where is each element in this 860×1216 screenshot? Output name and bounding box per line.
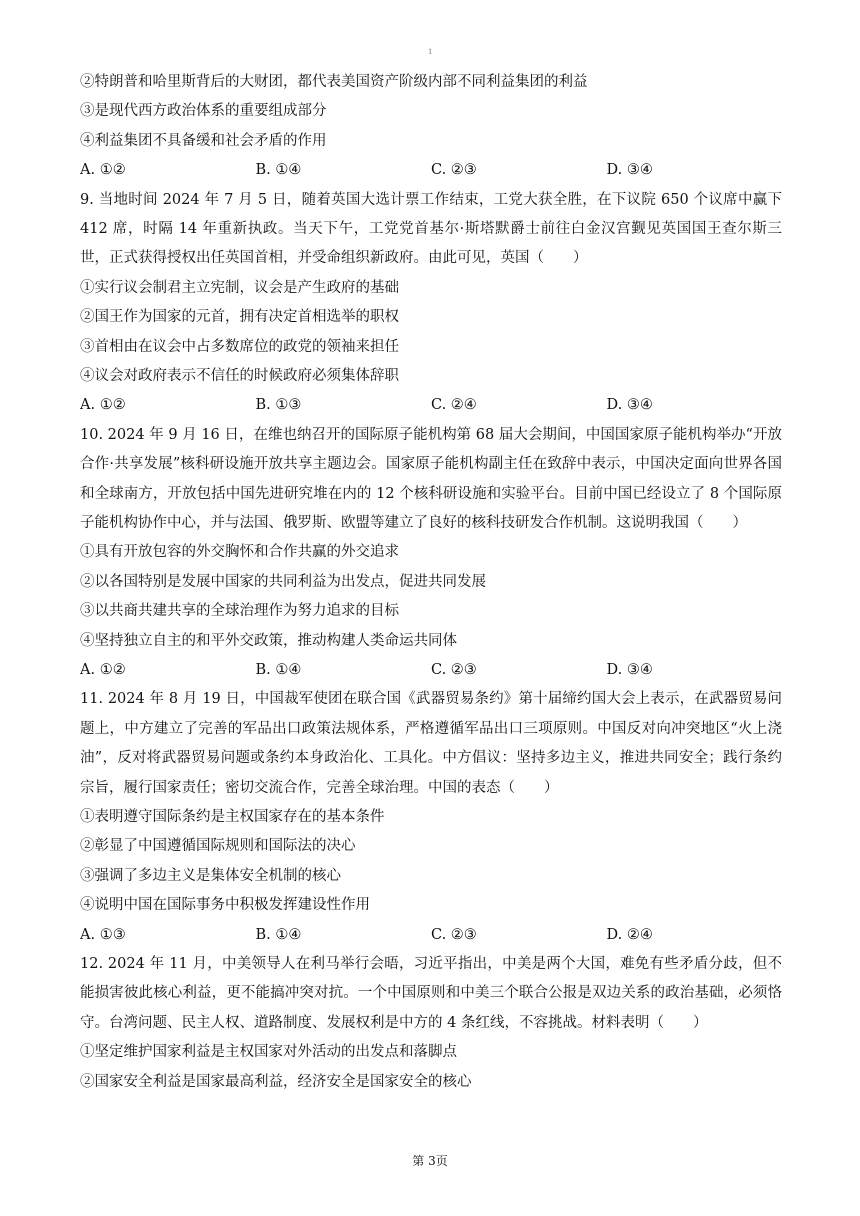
option-c: C. ②③ [431, 661, 477, 678]
q10-options [80, 656, 782, 685]
question-10 [80, 421, 782, 686]
q9-item: ①实行议会制君主立宪制，议会是产生政府的基础 [80, 279, 399, 296]
option-a: A. ①③ [80, 926, 126, 943]
q11-item: ③强调了多边主义是集体安全机制的核心 [80, 867, 341, 884]
option-a: A. ①② [80, 162, 126, 179]
q10-item: ③以共商共建共享的全球治理作为努力追求的目标 [80, 603, 399, 620]
option-d: D. ③④ [606, 397, 653, 414]
question-8-tail [80, 68, 782, 186]
q9-item: ④议会对政府表示不信任的时候政府必须集体辞职 [80, 367, 399, 384]
q11-options [80, 921, 782, 950]
question-9 [80, 186, 782, 421]
option-c: C. ②③ [431, 926, 477, 943]
q9-item: ③首相由在议会中占多数席位的政党的领袖来担任 [80, 338, 399, 355]
option-b: B. ①④ [255, 926, 302, 943]
q8-options [80, 156, 782, 185]
page-content [80, 68, 782, 1097]
q8-item: ②特朗普和哈里斯背后的大财团，都代表美国资产阶级内部不同利益集团的利益 [80, 74, 588, 90]
q8-item: ④利益集团不具备缓和社会矛盾的作用 [80, 132, 327, 149]
option-d: D. ③④ [606, 661, 653, 678]
q10-item: ④坚持独立自主的和平外交政策，推动构建人类命运共同体 [80, 632, 457, 649]
q9-item: ②国王作为国家的元首，拥有决定首相选举的职权 [80, 309, 399, 326]
q12-stem: 12. 2024 年 11 月，中美领导人在利马举行会晤，习近平指出，中美是两个大国，难免有些矛盾分歧，但不能损害彼此核心利益，更不能搞冲突对抗。一个中国原则和中美三个联合公报是双边关系的政治基础，必须恪守。台湾问题、民主人权、道路制度、发展权利是中方的 4 条红线，不容挑战。材料表明（ ） [80, 955, 782, 1031]
question-11 [80, 685, 782, 950]
q11-item: ④说明中国在国际事务中积极发挥建设性作用 [80, 897, 370, 914]
option-b: B. ①④ [255, 162, 302, 179]
q9-options [80, 391, 782, 420]
question-12 [80, 950, 782, 1097]
q12-item: ①坚定维护国家利益是主权国家对外活动的出发点和落脚点 [80, 1044, 457, 1061]
option-c: C. ②③ [431, 162, 477, 179]
q9-stem: 9. 当地时间 2024 年 7 月 5 日，随着英国大选计票工作结束，工党大获全胜，在下议院 650 个议席中赢下 412 席，时隔 14 年重新执政。当天下午，工党党首基尔·斯塔默爵士前往白金汉宫觐见英国国王查尔斯三世，正式获得授权出任英国首相，并受命组织新政府。由此可见，英国（ ） [80, 191, 782, 267]
q11-stem: 11. 2024 年 8 月 19 日，中国裁军使团在联合国《武器贸易条约》第十届缔约国大会上表示，在武器贸易问题上，中方建立了完善的军品出口政策法规体系，严格遵循军品出口三项原则。中国反对向冲突地区“火上浇油”，反对将武器贸易问题或条约本身政治化、工具化。中方倡议：坚持多边主义，推进共同安全；践行条约宗旨，履行国家责任；密切交流合作，完善全球治理。中国的表态（ ） [80, 691, 782, 796]
page-number: 第 3页 [412, 1154, 448, 1168]
q10-item: ②以各国特别是发展中国家的共同利益为出发点，促进共同发展 [80, 573, 486, 590]
header-mark: 1 [428, 48, 433, 56]
option-d: D. ②④ [606, 926, 653, 943]
option-d: D. ③④ [606, 162, 653, 179]
option-b: B. ①④ [255, 661, 302, 678]
option-c: C. ②④ [431, 397, 477, 414]
q10-stem: 10. 2024 年 9 月 16 日，在维也纳召开的国际原子能机构第 68 届大会期间，中国国家原子能机构举办“开放合作·共享发展”核科研设施开放共享主题边会。国家原子能机构副主任在致辞中表示，中国决定面向世界各国和全球南方，开放包括中国先进研究堆在内的 12 个核科研设施和实验平台。目前中国已经设立了 8 个国际原子能机构协作中心，并与法国、俄罗斯、欧盟等建立了良好的核科技研发合作机制。这说明我国（ ） [80, 426, 782, 531]
option-a: A. ①② [80, 661, 126, 678]
q10-item: ①具有开放包容的外交胸怀和合作共赢的外交追求 [80, 544, 399, 561]
q12-item: ②国家安全利益是国家最高利益，经济安全是国家安全的核心 [80, 1073, 472, 1090]
q8-item: ③是现代西方政治体系的重要组成部分 [80, 103, 327, 120]
option-a: A. ①② [80, 397, 126, 414]
q11-item: ①表明遵守国际条约是主权国家存在的基本条件 [80, 808, 385, 825]
q11-item: ②彰显了中国遵循国际规则和国际法的决心 [80, 838, 356, 855]
option-b: B. ①③ [255, 397, 302, 414]
